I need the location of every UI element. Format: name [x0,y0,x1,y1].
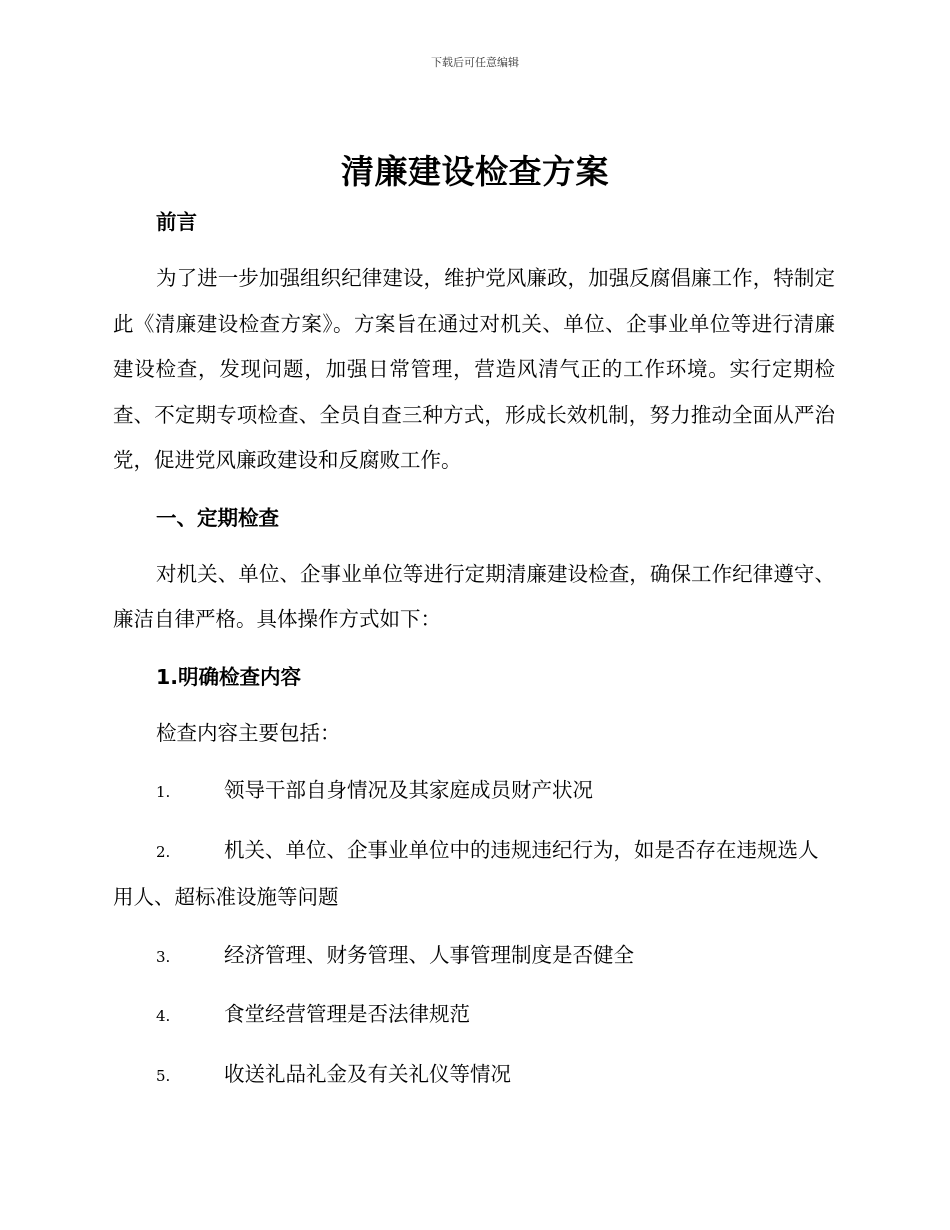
preface-paragraph: 为了进一步加强组织纪律建设，维护党风廉政，加强反腐倡廉工作，特制定此《清廉建设检查方案》。方案旨在通过对机关、单位、企事业单位等进行清廉建设检查，发现问题，加强日常管理，营造风清气正的工作环境。实行定期检查、不定期专项检查、全员自查三种方式，形成长效机制，努力推动全面从严治党，促进党风廉政建设和反腐败工作。 [113,266,835,472]
list-item [113,1052,835,1100]
list-item-text: 收送礼品礼金及有关礼仪等情况 [224,1061,511,1086]
list-item-number: 2. [156,842,171,861]
list-item-text: 领导干部自身情况及其家庭成员财产状况 [224,778,593,802]
list-item-text: 经济管理、财务管理、人事管理制度是否健全 [224,942,634,967]
section1-heading: 一、定期检查 [156,505,279,530]
list-item [113,992,835,1040]
list-item-number: 4. [156,1007,171,1025]
list-item-text: 食堂经营管理是否法律规范 [224,1002,470,1026]
list-item [113,933,835,981]
document-title: 清廉建设检查方案 [341,152,609,191]
list-item [113,828,835,921]
preface-heading: 前言 [156,210,197,234]
sub1-heading: 1.明确检查内容 [156,664,302,689]
list-item-text: 机关、单位、企事业单位中的违规违纪行为，如是否存在违规选人用人、超标准设施等问题 [113,837,819,909]
list-item [113,768,835,816]
document-body [113,200,835,1099]
list-item-number: 3. [156,947,171,966]
header-note: 下载后可任意编辑 [431,56,519,69]
section1-paragraph: 对机关、单位、企事业单位等进行定期清廉建设检查，确保工作纪律遵守、廉洁自律严格。具体操作方式如下： [113,561,835,631]
sub1-intro: 检查内容主要包括： [156,720,341,745]
list-item-number: 5. [156,1066,171,1085]
list-item-number: 1. [156,783,171,801]
